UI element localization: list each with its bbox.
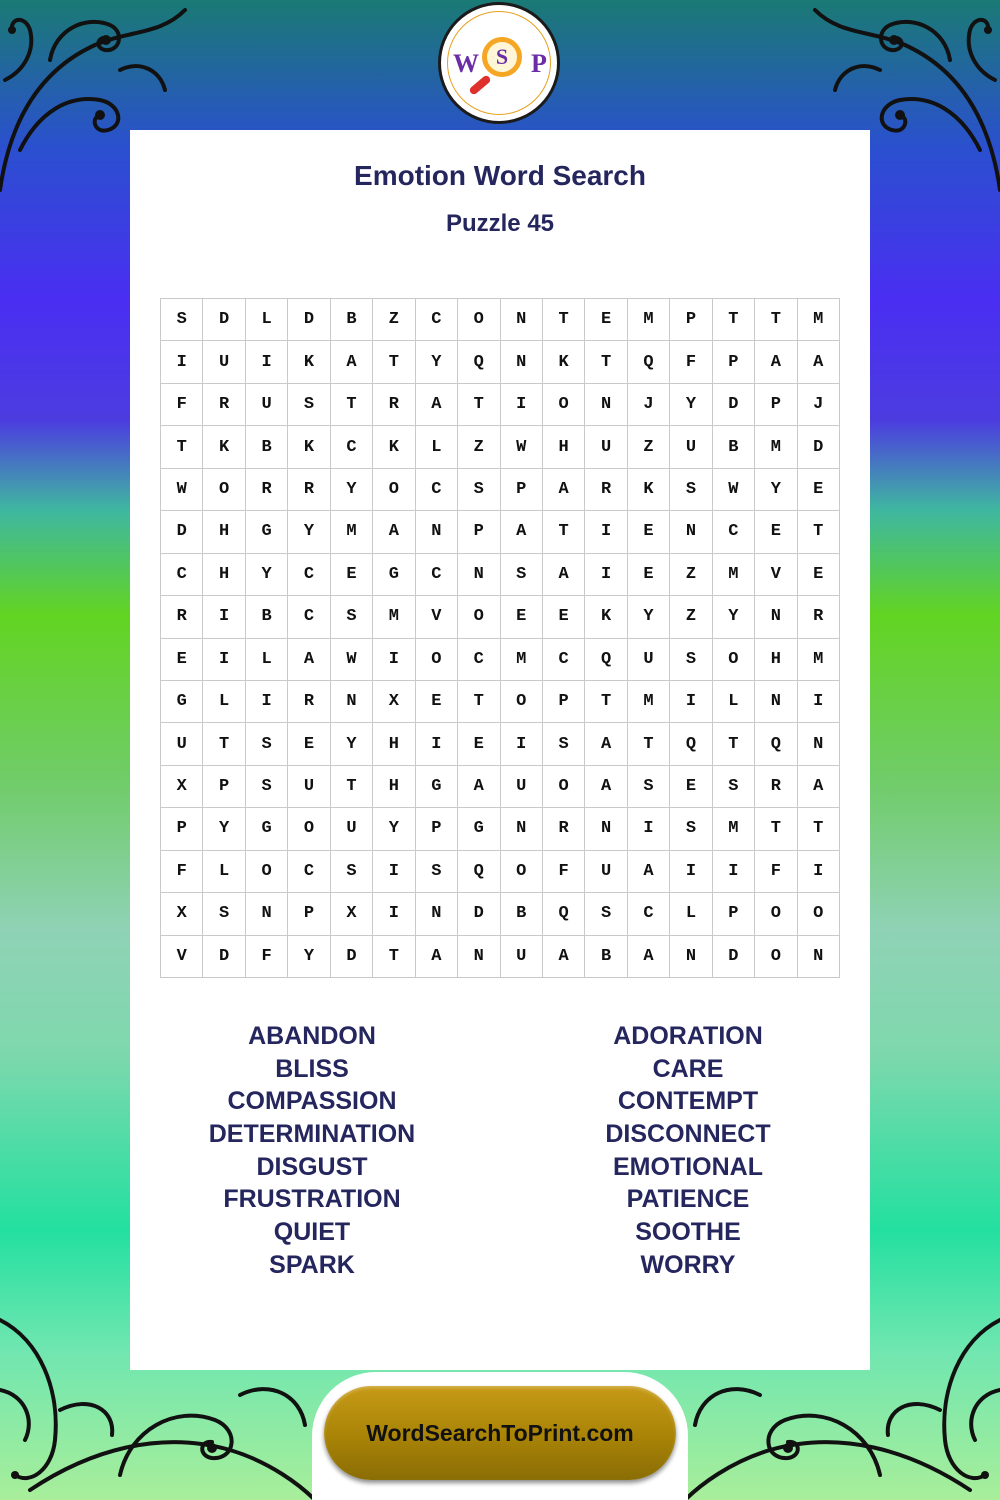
grid-cell[interactable]: T [373,341,415,383]
grid-cell[interactable]: O [501,851,543,893]
grid-cell[interactable]: P [713,893,755,935]
grid-cell[interactable]: I [246,681,288,723]
grid-cell[interactable]: S [628,766,670,808]
grid-cell[interactable]: E [288,723,330,765]
grid-cell[interactable]: S [670,808,712,850]
grid-cell[interactable]: S [458,469,500,511]
grid-cell[interactable]: V [161,936,203,978]
grid-cell[interactable]: Z [373,299,415,341]
grid-cell[interactable]: U [585,426,627,468]
grid-cell[interactable]: N [458,936,500,978]
grid-cell[interactable]: T [373,936,415,978]
grid-cell[interactable]: E [585,299,627,341]
grid-cell[interactable]: T [585,681,627,723]
grid-cell[interactable]: A [331,341,373,383]
grid-cell[interactable]: A [543,936,585,978]
grid-cell[interactable]: M [755,426,797,468]
grid-cell[interactable]: E [628,554,670,596]
grid-cell[interactable]: G [458,808,500,850]
grid-cell[interactable]: P [288,893,330,935]
grid-cell[interactable]: B [585,936,627,978]
grid-cell[interactable]: N [755,596,797,638]
grid-cell[interactable]: S [161,299,203,341]
word-list-item: DETERMINATION [208,1120,416,1149]
grid-cell[interactable]: N [670,511,712,553]
grid-cell[interactable]: H [543,426,585,468]
grid-cell[interactable]: A [288,639,330,681]
grid-cell[interactable]: E [501,596,543,638]
grid-cell[interactable]: I [585,511,627,553]
grid-cell[interactable]: N [798,936,840,978]
grid-cell[interactable]: Y [628,596,670,638]
grid-cell[interactable]: R [161,596,203,638]
grid-cell[interactable]: Y [331,723,373,765]
logo-letter-p: P [531,49,547,78]
grid-cell[interactable]: E [543,596,585,638]
grid-cell[interactable]: N [416,893,458,935]
grid-cell[interactable]: R [798,596,840,638]
grid-cell[interactable]: B [331,299,373,341]
grid-cell[interactable]: X [161,893,203,935]
grid-cell[interactable]: W [161,469,203,511]
grid-cell[interactable]: S [246,766,288,808]
grid-cell[interactable]: D [458,893,500,935]
grid-cell[interactable]: Q [543,893,585,935]
grid-cell[interactable]: C [416,469,458,511]
grid-cell[interactable]: K [373,426,415,468]
letter-grid[interactable] [160,298,840,978]
grid-cell[interactable]: E [458,723,500,765]
grid-cell[interactable]: Y [670,384,712,426]
grid-cell[interactable]: A [798,766,840,808]
word-list-left [162,1020,462,1282]
grid-cell[interactable]: M [713,808,755,850]
grid-cell[interactable]: E [798,554,840,596]
grid-cell[interactable]: T [713,299,755,341]
grid-cell[interactable]: O [713,639,755,681]
grid-cell[interactable]: N [798,723,840,765]
grid-cell[interactable]: C [713,511,755,553]
grid-cell[interactable]: C [288,554,330,596]
grid-cell[interactable]: I [161,341,203,383]
grid-cell[interactable]: D [203,936,245,978]
grid-cell[interactable]: F [246,936,288,978]
grid-cell[interactable]: O [543,766,585,808]
word-list-item: SPARK [269,1250,355,1279]
grid-cell[interactable]: A [543,469,585,511]
grid-cell[interactable]: Y [373,808,415,850]
grid-cell[interactable]: K [543,341,585,383]
grid-cell[interactable]: Y [246,554,288,596]
grid-cell[interactable]: I [670,851,712,893]
grid-cell[interactable]: Y [713,596,755,638]
grid-cell[interactable]: P [501,469,543,511]
grid-cell[interactable]: Z [458,426,500,468]
grid-cell[interactable]: N [501,808,543,850]
magnifier-icon [482,37,522,77]
grid-cell[interactable]: C [288,596,330,638]
word-list-right [538,1020,838,1282]
grid-cell[interactable]: O [373,469,415,511]
grid-cell[interactable]: T [755,299,797,341]
grid-cell[interactable]: M [373,596,415,638]
grid-cell[interactable]: T [203,723,245,765]
grid-cell[interactable]: W [713,469,755,511]
grid-cell[interactable]: O [288,808,330,850]
grid-cell[interactable]: K [203,426,245,468]
grid-cell[interactable]: Y [331,469,373,511]
grid-cell[interactable]: M [628,299,670,341]
grid-cell[interactable]: F [543,851,585,893]
grid-cell[interactable]: R [288,469,330,511]
grid-cell[interactable]: H [373,766,415,808]
grid-cell[interactable]: T [798,511,840,553]
grid-cell[interactable]: N [501,299,543,341]
grid-cell[interactable]: U [203,341,245,383]
grid-cell[interactable]: L [203,851,245,893]
grid-cell[interactable]: I [501,723,543,765]
grid-cell[interactable]: E [798,469,840,511]
grid-cell[interactable]: L [416,426,458,468]
grid-cell[interactable]: R [288,681,330,723]
grid-cell[interactable]: E [416,681,458,723]
grid-cell[interactable]: U [501,766,543,808]
grid-cell[interactable]: C [543,639,585,681]
grid-cell[interactable]: C [161,554,203,596]
grid-cell[interactable]: O [798,893,840,935]
grid-cell[interactable]: D [288,299,330,341]
grid-cell[interactable]: P [161,808,203,850]
grid-cell[interactable]: T [585,341,627,383]
grid-cell[interactable]: G [416,766,458,808]
logo-letter-w: W [453,49,479,78]
grid-cell[interactable]: A [373,511,415,553]
grid-cell[interactable]: M [798,639,840,681]
grid-cell[interactable]: C [331,426,373,468]
grid-cell[interactable]: N [585,808,627,850]
grid-cell[interactable]: D [798,426,840,468]
grid-cell[interactable]: A [585,723,627,765]
grid-cell[interactable]: L [246,639,288,681]
grid-cell[interactable]: A [501,511,543,553]
grid-cell[interactable]: O [458,596,500,638]
grid-cell[interactable]: H [203,511,245,553]
grid-cell[interactable]: S [543,723,585,765]
grid-cell[interactable]: S [203,893,245,935]
grid-cell[interactable]: Y [416,341,458,383]
grid-cell[interactable]: P [416,808,458,850]
grid-cell[interactable]: T [331,766,373,808]
grid-cell[interactable]: I [670,681,712,723]
word-list-item: ADORATION [613,1022,763,1050]
grid-cell[interactable]: A [798,341,840,383]
grid-cell[interactable]: R [585,469,627,511]
grid-cell[interactable]: J [628,384,670,426]
wsp-logo [438,2,560,124]
grid-cell[interactable]: X [161,766,203,808]
grid-cell[interactable]: E [755,511,797,553]
grid-cell[interactable]: P [755,384,797,426]
grid-cell[interactable]: C [416,299,458,341]
grid-cell[interactable]: I [373,639,415,681]
grid-cell[interactable]: T [458,681,500,723]
grid-cell[interactable]: Q [755,723,797,765]
grid-cell[interactable]: G [161,681,203,723]
grid-cell[interactable]: S [713,766,755,808]
grid-cell[interactable]: L [246,299,288,341]
grid-cell[interactable]: N [458,554,500,596]
grid-cell[interactable]: H [203,554,245,596]
grid-cell[interactable]: A [755,341,797,383]
grid-cell[interactable]: Y [755,469,797,511]
grid-cell[interactable]: B [246,426,288,468]
grid-cell[interactable]: S [416,851,458,893]
word-list-item: QUIET [273,1218,351,1247]
grid-cell[interactable]: P [203,766,245,808]
site-link[interactable]: WordSearchToPrint.com [366,1419,634,1446]
grid-cell[interactable]: F [755,851,797,893]
grid-cell[interactable]: U [585,851,627,893]
grid-cell[interactable]: I [203,639,245,681]
grid-cell[interactable]: Z [670,554,712,596]
grid-cell[interactable]: T [458,384,500,426]
grid-cell[interactable]: P [543,681,585,723]
grid-cell[interactable]: S [331,596,373,638]
grid-cell[interactable]: A [416,384,458,426]
grid-cell[interactable]: Q [628,341,670,383]
word-list-item: WORRY [640,1250,736,1279]
grid-cell[interactable]: R [755,766,797,808]
grid-cell[interactable]: U [501,936,543,978]
grid-cell[interactable]: O [458,299,500,341]
grid-cell[interactable]: C [416,554,458,596]
grid-cell[interactable]: Y [288,936,330,978]
logo-letter-s: S [495,44,509,69]
page-title: Emotion Word Search [354,160,646,191]
word-list-item: SOOTHE [635,1218,741,1247]
grid-cell[interactable]: D [203,299,245,341]
word-list-item: BLISS [275,1054,349,1083]
grid-cell[interactable]: S [670,469,712,511]
word-list-item: FRUSTRATION [223,1185,401,1214]
grid-cell[interactable]: Z [670,596,712,638]
grid-cell[interactable]: M [628,681,670,723]
grid-cell[interactable]: I [628,808,670,850]
grid-cell[interactable]: C [458,639,500,681]
grid-cell[interactable]: O [755,893,797,935]
grid-cell[interactable]: N [416,511,458,553]
grid-cell[interactable]: P [670,299,712,341]
grid-cell[interactable]: A [416,936,458,978]
grid-cell[interactable]: N [585,384,627,426]
grid-cell[interactable]: G [373,554,415,596]
grid-cell[interactable]: M [331,511,373,553]
grid-cell[interactable]: Z [628,426,670,468]
grid-cell[interactable]: O [416,639,458,681]
grid-cell[interactable]: N [246,893,288,935]
puzzle-number: Puzzle 45 [445,210,555,237]
grid-cell[interactable]: M [501,639,543,681]
grid-cell[interactable]: C [628,893,670,935]
grid-cell[interactable]: N [670,936,712,978]
grid-cell[interactable]: Q [458,851,500,893]
grid-cell[interactable]: I [416,723,458,765]
grid-cell[interactable]: O [755,936,797,978]
grid-cell[interactable]: D [713,936,755,978]
grid-cell[interactable]: T [543,299,585,341]
grid-cell[interactable]: U [246,384,288,426]
grid-cell[interactable]: T [628,723,670,765]
site-badge[interactable] [324,1386,676,1480]
grid-cell[interactable]: Y [288,511,330,553]
grid-cell[interactable]: U [628,639,670,681]
grid-cell[interactable]: W [501,426,543,468]
word-list-item: ABANDON [248,1022,376,1050]
grid-cell[interactable]: X [331,893,373,935]
grid-cell[interactable]: N [755,681,797,723]
grid-cell[interactable]: Y [203,808,245,850]
grid-cell[interactable]: E [670,766,712,808]
grid-cell[interactable]: G [246,511,288,553]
grid-cell[interactable]: U [288,766,330,808]
word-list-item: DISCONNECT [605,1120,771,1149]
grid-cell[interactable]: T [331,384,373,426]
word-list-item: CONTEMPT [617,1087,759,1116]
grid-cell[interactable]: P [458,511,500,553]
grid-cell[interactable]: E [331,554,373,596]
grid-cell[interactable]: V [416,596,458,638]
grid-cell[interactable]: K [288,426,330,468]
grid-cell[interactable]: I [203,596,245,638]
grid-cell[interactable]: K [628,469,670,511]
grid-cell[interactable]: I [798,681,840,723]
grid-cell[interactable]: A [585,766,627,808]
grid-cell[interactable]: S [331,851,373,893]
grid-cell[interactable]: S [288,384,330,426]
grid-cell[interactable]: N [501,341,543,383]
grid-cell[interactable]: A [628,851,670,893]
grid-cell[interactable]: U [161,723,203,765]
grid-cell[interactable]: I [246,341,288,383]
grid-cell[interactable]: M [713,554,755,596]
grid-cell[interactable]: Q [670,723,712,765]
grid-cell[interactable]: A [543,554,585,596]
grid-cell[interactable]: S [585,893,627,935]
grid-cell[interactable]: B [246,596,288,638]
grid-cell[interactable]: F [670,341,712,383]
grid-cell[interactable]: T [798,808,840,850]
grid-cell[interactable]: M [798,299,840,341]
grid-cell[interactable]: L [203,681,245,723]
grid-cell[interactable]: T [543,511,585,553]
word-list-item: EMOTIONAL [613,1152,763,1181]
grid-cell[interactable]: H [755,639,797,681]
grid-cell[interactable]: V [755,554,797,596]
grid-cell[interactable]: A [458,766,500,808]
grid-cell[interactable]: B [501,893,543,935]
grid-cell[interactable]: D [331,936,373,978]
grid-cell[interactable]: O [203,469,245,511]
grid-cell[interactable]: E [628,511,670,553]
grid-cell[interactable]: I [501,384,543,426]
grid-cell[interactable]: E [161,639,203,681]
grid-cell[interactable]: W [331,639,373,681]
grid-cell[interactable]: K [585,596,627,638]
word-list-item: COMPASSION [227,1087,397,1116]
grid-cell[interactable]: T [161,426,203,468]
grid-cell[interactable]: G [246,808,288,850]
grid-cell[interactable]: I [373,851,415,893]
grid-cell[interactable]: S [246,723,288,765]
grid-cell[interactable]: C [288,851,330,893]
grid-cell[interactable]: I [798,851,840,893]
grid-cell[interactable]: U [670,426,712,468]
grid-cell[interactable]: Q [585,639,627,681]
grid-cell[interactable]: R [246,469,288,511]
grid-cell[interactable]: S [670,639,712,681]
grid-cell[interactable]: F [161,384,203,426]
word-list-item: CARE [652,1054,724,1083]
grid-cell[interactable]: L [713,681,755,723]
grid-cell[interactable]: O [543,384,585,426]
grid-cell[interactable]: R [543,808,585,850]
grid-cell[interactable]: H [373,723,415,765]
grid-cell[interactable]: Q [458,341,500,383]
grid-cell[interactable]: J [798,384,840,426]
grid-cell[interactable]: I [713,851,755,893]
grid-cell[interactable]: A [628,936,670,978]
grid-cell[interactable]: P [713,341,755,383]
word-list-item: PATIENCE [626,1185,750,1214]
grid-cell[interactable]: S [501,554,543,596]
grid-cell[interactable]: O [501,681,543,723]
grid-cell[interactable]: D [161,511,203,553]
grid-cell[interactable]: L [670,893,712,935]
grid-cell[interactable]: I [373,893,415,935]
grid-cell[interactable]: R [203,384,245,426]
grid-cell[interactable]: K [288,341,330,383]
grid-cell[interactable]: O [246,851,288,893]
grid-cell[interactable]: T [713,723,755,765]
grid-cell[interactable]: T [755,808,797,850]
word-list-item: DISGUST [256,1152,368,1181]
grid-cell[interactable]: D [713,384,755,426]
grid-cell[interactable]: B [713,426,755,468]
grid-cell[interactable]: N [331,681,373,723]
grid-cell[interactable]: F [161,851,203,893]
grid-cell[interactable]: U [331,808,373,850]
grid-cell[interactable]: I [585,554,627,596]
grid-cell[interactable]: R [373,384,415,426]
grid-cell[interactable]: X [373,681,415,723]
